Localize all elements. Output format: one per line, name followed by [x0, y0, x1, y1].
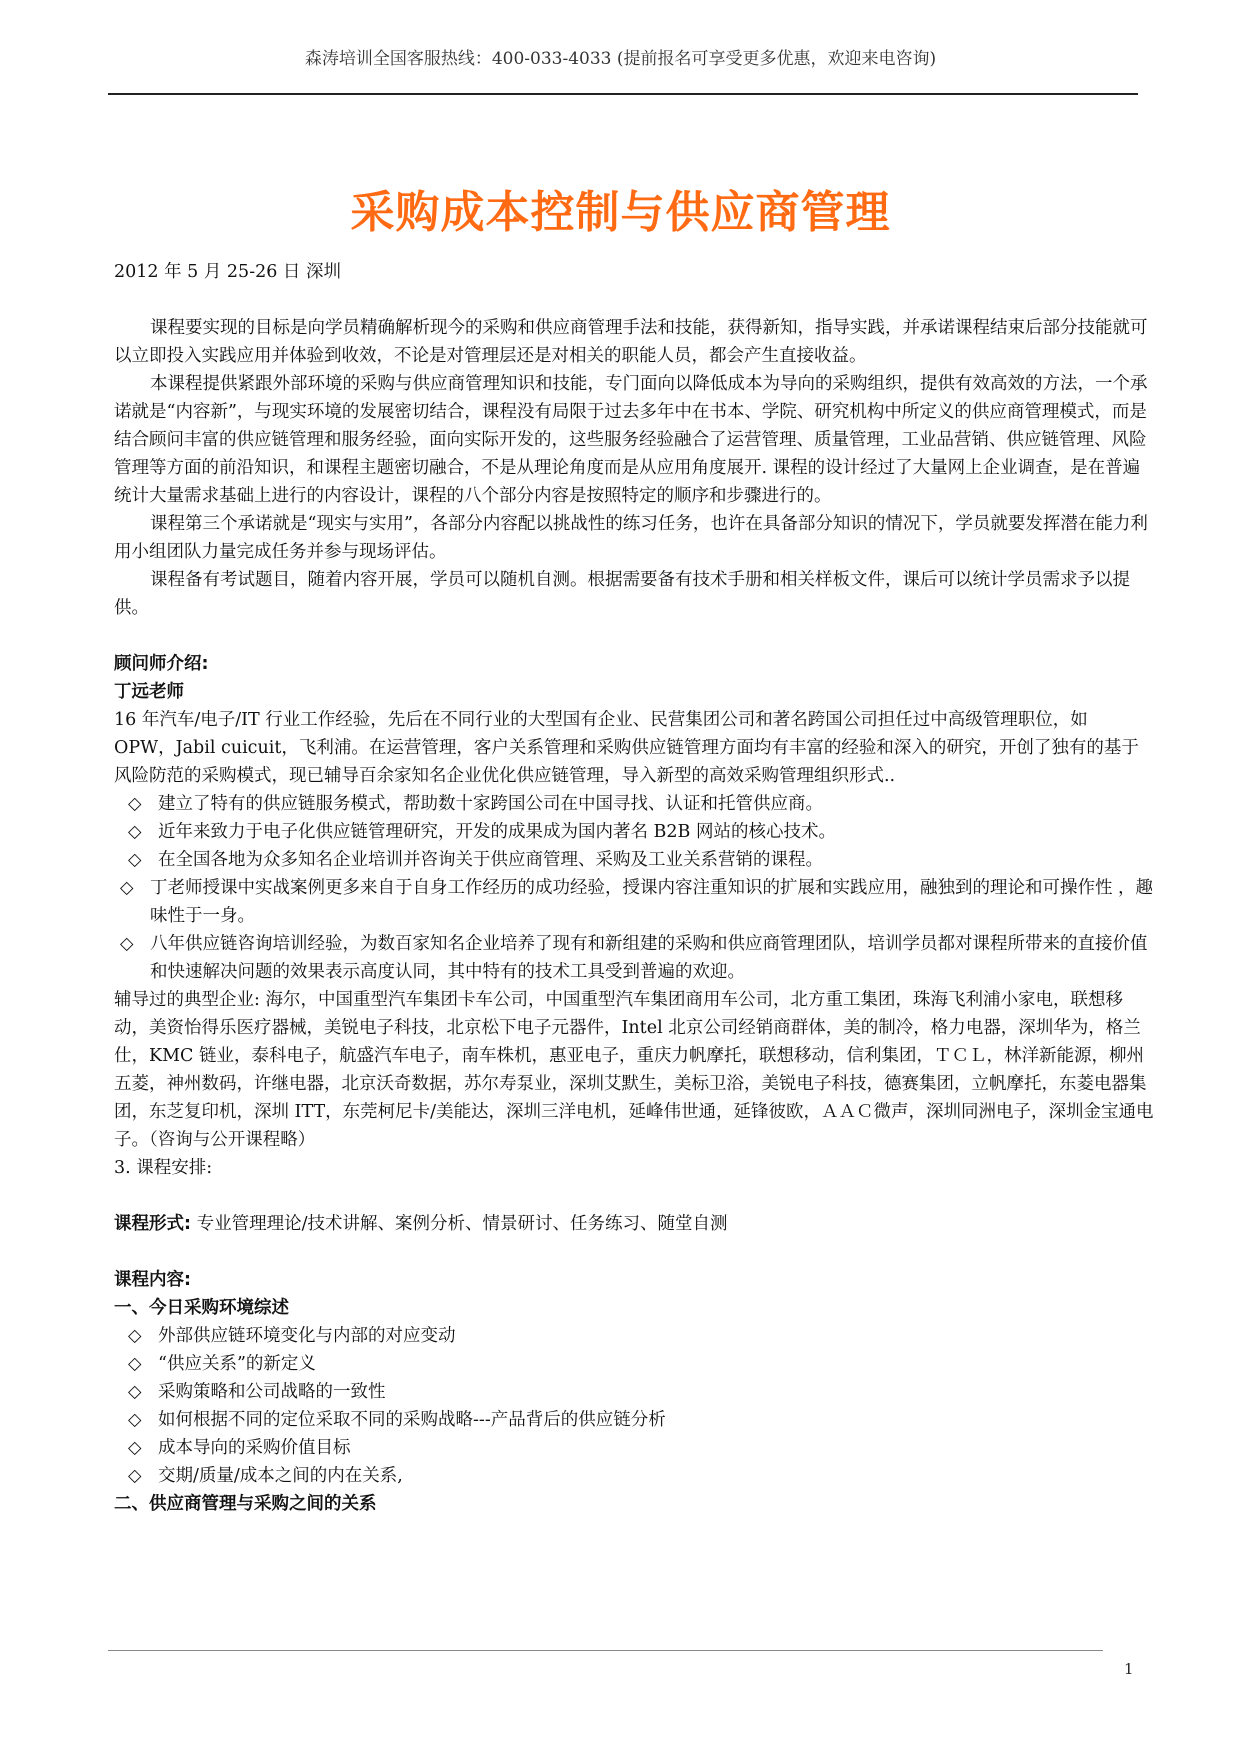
list-item: ◇ 近年来致力于电子化供应链管理研究，开发的成果成为国内著名 B2B 网站的核心技术。	[114, 818, 1154, 846]
course-form-label: 课程形式:	[114, 1214, 191, 1234]
consultant-name: 丁远老师	[114, 682, 184, 702]
diamond-bullet-icon: ◇	[128, 1326, 142, 1346]
course-form	[114, 1210, 1154, 1238]
diamond-bullet-icon: ◇	[128, 1410, 142, 1430]
intro-paragraph-1: 课程要实现的目标是向学员精确解析现今的采购和供应商管理手法和技能，获得新知，指导实践，并承诺课程结束后部分技能就可以立即投入实践应用并体验到收效，不论是对管理层还是对相关的职能人员，都会产生直接收益。	[114, 318, 1148, 366]
list-item: ◇ 成本导向的采购价值目标	[114, 1434, 1154, 1462]
diamond-bullet-icon: ◇	[128, 822, 142, 842]
diamond-bullet-icon: ◇	[128, 1466, 142, 1486]
page-number: 1	[1124, 1660, 1134, 1678]
section-1-items	[114, 1322, 1154, 1490]
list-item: ◇ 丁老师授课中实战案例更多来自于自身工作经历的成功经验，授课内容注重知识的扩展和实践应用，融独到的理论和可操作性 ，趣味性于一身。	[114, 874, 1154, 930]
diamond-bullet-icon: ◇	[128, 1438, 142, 1458]
intro-paragraph-4: 课程备有考试题目，随着内容开展，学员可以随机自测。根据需要备有技术手册和相关样板文件，课后可以统计学员需求予以提供。	[114, 570, 1130, 618]
diamond-bullet-icon: ◇	[128, 794, 142, 814]
intro-paragraph-2: 本课程提供紧跟外部环境的采购与供应商管理知识和技能，专门面向以降低成本为导向的采购组织，提供有效高效的方法，一个承诺就是“内容新”，与现实环境的发展密切结合，课程没有局限于过去多年中在书本、学院、研究机构中所定义的供应商管理模式，而是结合顾问丰富的供应链管理和服务经验，面向实际开发的，这些服务经验融合了运营管理、质量管理，工业品营销、供应链管理、风险管理等方面的前沿知识，和课程主题密切融合，不是从理论角度而是从应用角度展开. 课程的设计经过了大量网上企业调查，是在普遍统计大量需求基础上进行的内容设计，课程的八个部分内容是按照特定的顺序和步骤进行的。	[114, 374, 1148, 506]
document-title: 采购成本控制与供应商管理	[350, 187, 891, 238]
section-1-title: 一、今日采购环境综述	[114, 1298, 289, 1318]
list-item: ◇ 八年供应链咨询培训经验，为数百家知名企业培养了现有和新组建的采购和供应商管理团队，培训学员都对课程所带来的直接价值和快速解决问题的效果表示高度认同，其中特有的技术工具受到普遍的欢迎。	[114, 930, 1154, 986]
list-item: ◇ 交期/质量/成本之间的内在关系,	[114, 1462, 1154, 1490]
client-list: 辅导过的典型企业: 海尔，中国重型汽车集团卡车公司，中国重型汽车集团商用车公司，北方重工集团，珠海飞利浦小家电，联想移动，美资怡得乐医疗器械，美锐电子科技，北京松下电子元器件，Intel 北京公司经销商群体，美的制冷，格力电器，深圳华为，格兰仕，KMC 链业，泰科电子，航盛汽车电子，南车株机，惠亚电子，重庆力帆摩托，联想移动，信利集团，ＴＣＬ，林洋新能源，柳州五菱，神州数码，许继电器，北京沃奇数据，苏尔寿泵业，深圳艾默生，美标卫浴，美锐电子科技，德赛集团，立帆摩托，东菱电器集团，东芝复印机，深圳 ITT，东莞柯尼卡/美能达，深圳三洋电机，延峰伟世通，延锋彼欧，ＡＡＣ微声，深圳同洲电子，深圳金宝通电子。（咨询与公开课程略）	[114, 990, 1154, 1150]
list-item: ◇ 外部供应链环境变化与内部的对应变动	[114, 1322, 1154, 1350]
diamond-bullet-icon: ◇	[120, 878, 134, 898]
footer-divider	[108, 1650, 1103, 1651]
consultant-bio: 16 年汽车/电子/IT 行业工作经验，先后在不同行业的大型国有企业、民营集团公司和著名跨国公司担任过中高级管理职位，如 OPW，Jabil cuicuit，飞利浦。在运营管理，客户关系管理和采购供应链管理方面均有丰富的经验和深入的研究，开创了独有的基于风险防范的采购模式，现已辅导百余家知名企业优化供应链管理，导入新型的高效采购管理组织形式..	[114, 710, 1139, 786]
diamond-bullet-icon: ◇	[128, 1354, 142, 1374]
section-2-title: 二、供应商管理与采购之间的关系	[114, 1494, 377, 1514]
diamond-bullet-icon: ◇	[128, 850, 142, 870]
list-item: ◇ 如何根据不同的定位采取不同的采购战略---产品背后的供应链分析	[114, 1406, 1154, 1434]
schedule-heading: 3. 课程安排:	[114, 1158, 213, 1178]
list-item: ◇ 建立了特有的供应链服务模式，帮助数十家跨国公司在中国寻找、认证和托管供应商。	[114, 790, 1154, 818]
diamond-bullet-icon: ◇	[120, 934, 134, 954]
course-content-heading: 课程内容:	[114, 1270, 191, 1290]
list-item: ◇ 采购策略和公司战略的一致性	[114, 1378, 1154, 1406]
date-location: 2012 年 5 月 25-26 日 深圳	[114, 262, 341, 282]
document-body	[114, 258, 1154, 1518]
list-item: ◇ “供应关系”的新定义	[114, 1350, 1154, 1378]
course-form-value: 专业管理理论/技术讲解、案例分析、情景研讨、任务练习、随堂自测	[196, 1214, 728, 1234]
diamond-bullet-icon: ◇	[128, 1382, 142, 1402]
consultant-highlights	[114, 790, 1154, 986]
page-header-hotline: 森涛培训全国客服热线：400-033-4033 (提前报名可享受更多优惠，欢迎来电咨询)	[304, 49, 937, 69]
consultant-heading: 顾问师介绍:	[114, 654, 209, 674]
header-divider	[108, 93, 1138, 95]
list-item: ◇ 在全国各地为众多知名企业培训并咨询关于供应商管理、采购及工业关系营销的课程。	[114, 846, 1154, 874]
intro-paragraph-3: 课程第三个承诺就是“现实与实用”，各部分内容配以挑战性的练习任务，也许在具备部分知识的情况下，学员就要发挥潜在能力利用小组团队力量完成任务并参与现场评估。	[114, 514, 1148, 562]
